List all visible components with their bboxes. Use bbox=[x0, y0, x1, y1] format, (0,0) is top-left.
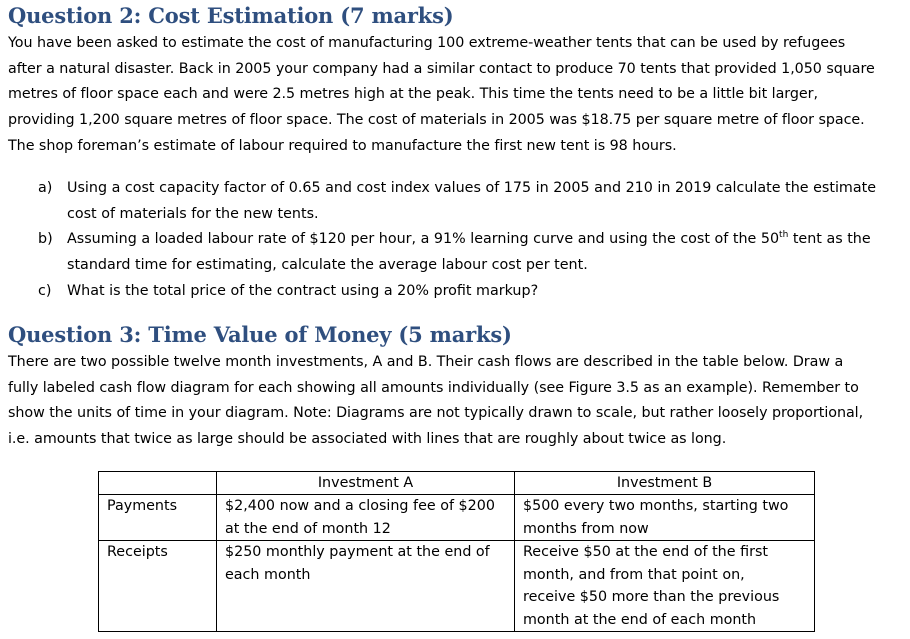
table-cell bbox=[217, 541, 515, 632]
intro-line: There are two possible twelve month investments, A and B. Their cash flows are described in the table below. Draw a bbox=[8, 354, 844, 370]
part-b bbox=[38, 227, 903, 278]
part-text: standard time for estimating, calculate the average labour cost per tent. bbox=[67, 257, 588, 274]
table-header-cell: Investment A bbox=[217, 472, 515, 495]
part-marker: a) bbox=[38, 180, 53, 196]
part-marker: c) bbox=[38, 282, 52, 299]
intro-line: The shop foreman’s estimate of labour required to manufacture the first new tent is 98 hours. bbox=[8, 137, 677, 154]
cell-line: month at the end of each month bbox=[523, 611, 757, 628]
question-3-intro bbox=[8, 350, 908, 453]
question-2-parts bbox=[38, 176, 903, 305]
question-2-title: Question 2: Cost Estimation (7 marks) bbox=[8, 3, 454, 28]
part-text: cost of materials for the new tents. bbox=[67, 205, 319, 222]
intro-line: after a natural disaster. Back in 2005 your company had a similar contact to produce 70 tents that provided 1,050 square bbox=[8, 60, 875, 77]
ordinal-superscript: th bbox=[779, 230, 789, 241]
intro-line: show the units of time in your diagram. Note: Diagrams are not typically drawn to scale, but rather loosely proportional, bbox=[8, 405, 864, 422]
cell-line: months from now bbox=[523, 520, 649, 537]
row-label: Payments bbox=[99, 495, 217, 541]
table-row bbox=[99, 541, 815, 632]
cash-flow-table bbox=[98, 471, 815, 632]
intro-line: metres of floor space each and were 2.5 metres high at the peak. This time the tents need to be a little bit larger, bbox=[8, 86, 818, 103]
table-header-row bbox=[99, 472, 815, 495]
table-header-cell: Investment B bbox=[515, 472, 815, 495]
cell-line: $500 every two months, starting two bbox=[523, 498, 789, 514]
cell-line: receive $50 more than the previous bbox=[523, 589, 780, 605]
cell-line: $2,400 now and a closing fee of $200 bbox=[225, 498, 495, 514]
table-header-cell bbox=[99, 472, 217, 495]
part-c bbox=[38, 279, 903, 305]
cell-line: each month bbox=[225, 566, 311, 583]
part-text-post: tent as the bbox=[788, 231, 871, 248]
row-label: Receipts bbox=[99, 541, 217, 632]
cell-line: at the end of month 12 bbox=[225, 520, 391, 537]
cell-line: Receive $50 at the end of the first bbox=[523, 544, 769, 560]
intro-line: i.e. amounts that twice as large should be associated with lines that are roughly about twice as long. bbox=[8, 431, 727, 448]
part-marker: b) bbox=[38, 231, 53, 248]
intro-line: providing 1,200 square metres of floor space. The cost of materials in 2005 was $18.75 per square metre of floor space. bbox=[8, 112, 865, 129]
part-text-pre: Assuming a loaded labour rate of $120 per hour, a 91% learning curve and using the cost of the 50 bbox=[67, 231, 780, 248]
question-3-title: Question 3: Time Value of Money (5 marks) bbox=[8, 322, 512, 347]
part-text bbox=[67, 227, 903, 253]
table-cell bbox=[515, 495, 815, 541]
part-text: What is the total price of the contract using a 20% profit markup? bbox=[67, 282, 539, 299]
intro-line: You have been asked to estimate the cost of manufacturing 100 extreme-weather tents that can be used by refugees bbox=[8, 35, 846, 51]
part-a bbox=[38, 176, 903, 227]
cell-line: month, and from that point on, bbox=[523, 566, 745, 583]
cell-line: $250 monthly payment at the end of bbox=[225, 544, 490, 560]
table-cell bbox=[217, 495, 515, 541]
table-cell bbox=[515, 541, 815, 632]
question-2-intro bbox=[8, 31, 908, 160]
table-row bbox=[99, 495, 815, 541]
intro-line: fully labeled cash flow diagram for each showing all amounts individually (see Figure 3.5 as an example). Remember to bbox=[8, 379, 859, 396]
part-text: Using a cost capacity factor of 0.65 and cost index values of 175 in 2005 and 210 in 2019 calculate the estimate bbox=[67, 180, 877, 196]
